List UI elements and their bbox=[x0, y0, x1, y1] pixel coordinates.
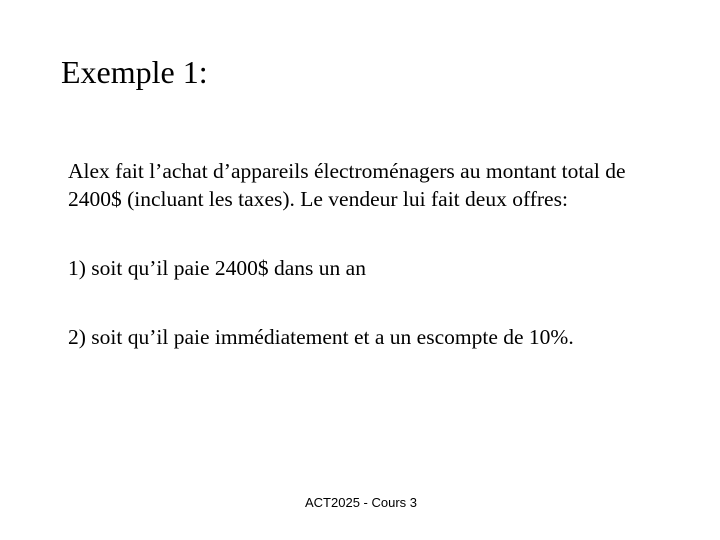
slide-body bbox=[68, 157, 653, 351]
slide-footer: ACT2025 - Cours 3 bbox=[305, 495, 417, 510]
slide-title: Exemple 1: bbox=[61, 54, 208, 90]
intro-paragraph: Alex fait l’achat d’appareils électroménagers au montant total de 2400$ (incluant les taxes). Le vendeur lui fait deux offres: bbox=[68, 159, 626, 211]
offer-option-1: 1) soit qu’il paie 2400$ dans un an bbox=[68, 256, 366, 280]
offer-option-2: 2) soit qu’il paie immédiatement et a un escompte de 10%. bbox=[68, 325, 574, 349]
